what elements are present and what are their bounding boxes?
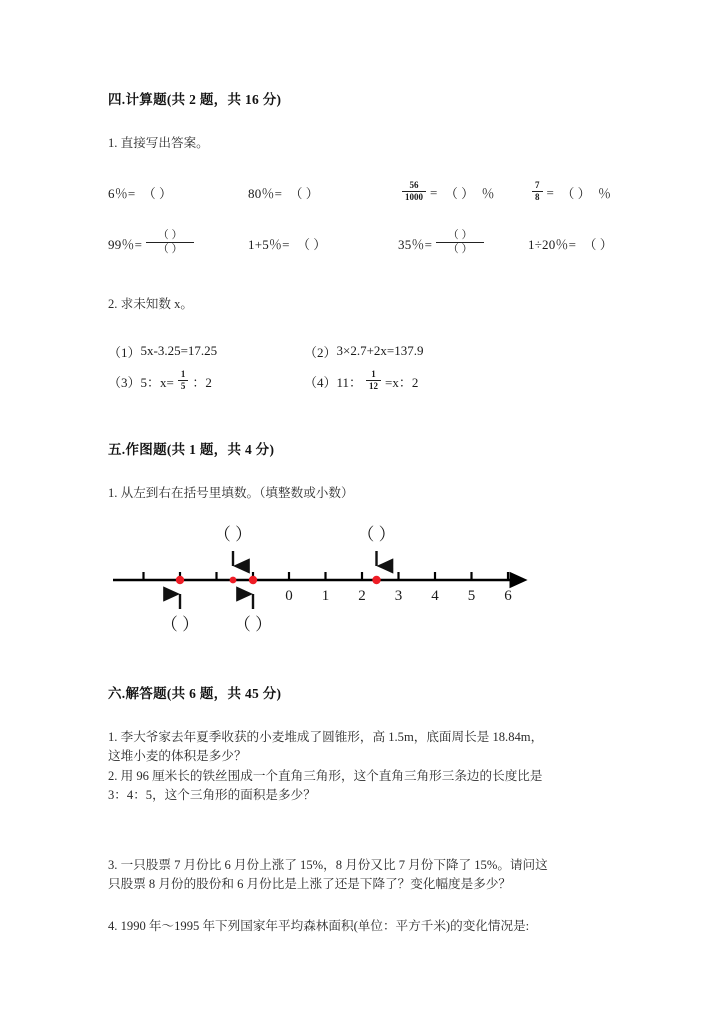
question-line: 4. 1990 年～1995 年下列国家年平均森林面积(单位：平方千米)的变化情况是: bbox=[108, 918, 530, 933]
calc-label: 6％= bbox=[108, 186, 136, 202]
calc-label: 1+5％= bbox=[248, 237, 290, 253]
calc-row-2 bbox=[108, 227, 628, 261]
fraction-denominator: 5 bbox=[178, 380, 189, 391]
axis-label-2: 2 bbox=[358, 587, 366, 604]
number-line-figure bbox=[108, 518, 628, 636]
section-four-q2-prompt: 2. 求未知数 x。 bbox=[108, 296, 194, 311]
fraction-7-8 bbox=[532, 181, 543, 202]
answer-blank-bottom-1: （ ） bbox=[160, 614, 200, 634]
answer-blank[interactable]: （ ） bbox=[444, 186, 475, 202]
number-line-top-blanks[interactable] bbox=[214, 525, 396, 544]
equation-label: （4） bbox=[304, 374, 337, 390]
axis-label-4: 4 bbox=[431, 587, 439, 604]
fraction-denominator-blank[interactable]: （ ） bbox=[436, 242, 484, 255]
number-line-bottom-blanks[interactable] bbox=[161, 615, 272, 634]
section-six-heading: 六.解答题(共 6 题，共 45 分) bbox=[108, 685, 282, 701]
calc-item-80pct bbox=[248, 183, 398, 202]
calc-item-99pct bbox=[108, 231, 248, 256]
calc-item-1plus5pct bbox=[248, 234, 398, 253]
fraction-denominator: 12 bbox=[366, 380, 381, 391]
fraction-denominator: 8 bbox=[532, 191, 543, 202]
calc-item-1div20pct bbox=[528, 234, 620, 253]
question-line: 只股票 8 月份的股份和 6 月份比是上涨了还是下降了？变化幅度是多少？ bbox=[108, 877, 511, 892]
equation-3 bbox=[108, 368, 304, 392]
answer-blank[interactable]: （ ） bbox=[297, 237, 327, 253]
fraction-numerator: 7 bbox=[535, 180, 540, 191]
fraction-denominator-blank[interactable]: （ ） bbox=[146, 242, 194, 255]
calc-label: 35％= bbox=[398, 237, 433, 253]
equation-4 bbox=[304, 368, 419, 392]
equation-suffix: ：2 bbox=[192, 374, 212, 390]
calc-label: 1÷20％= bbox=[528, 237, 577, 253]
axis-label-1: 1 bbox=[321, 587, 330, 604]
question-line: 3：4：5，这个三角形的面积是多少？ bbox=[108, 788, 316, 803]
point-marker bbox=[230, 576, 237, 583]
answer-blank[interactable]: （ ） bbox=[289, 186, 319, 202]
point-marker bbox=[249, 575, 257, 583]
calc-item-6pct bbox=[108, 183, 248, 202]
question-line: 2. 用 96 厘米长的铁丝围成一个直角三角形，这个直角三角形三条边的长度比是 bbox=[108, 768, 543, 783]
answer-fraction-blank[interactable] bbox=[146, 230, 194, 255]
fraction-numerator: 1 bbox=[371, 368, 376, 379]
section-four-q1-prompt: 1. 直接写出答案。 bbox=[108, 136, 209, 150]
equation-label: （1） bbox=[108, 344, 141, 360]
equation-label: （2） bbox=[304, 344, 337, 360]
section-six-question-2 bbox=[108, 767, 624, 806]
percent-sign: ％ bbox=[481, 186, 495, 202]
equals-sign: = bbox=[546, 184, 555, 200]
section-five-q1-prompt: 1. 从左到右在括号里填数。（填整数或小数） bbox=[108, 486, 354, 501]
calc-label: 99％= bbox=[108, 237, 143, 253]
fraction-56-1000 bbox=[402, 181, 426, 202]
equation-prefix: 5：x= bbox=[140, 374, 174, 390]
calc-row-1 bbox=[108, 176, 628, 210]
equation-1 bbox=[108, 342, 304, 361]
fraction-numerator-blank[interactable]: （ ） bbox=[447, 229, 473, 242]
answer-blank[interactable]: （ ） bbox=[561, 186, 591, 202]
calc-item-35pct bbox=[398, 231, 528, 256]
number-line-labels bbox=[285, 588, 512, 604]
page-content bbox=[108, 88, 628, 936]
section-five-heading: 五.作图题(共 1 题，共 4 分) bbox=[108, 442, 275, 458]
section-four-heading: 四.计算题(共 2 题，共 16 分) bbox=[108, 92, 282, 107]
section-six-question-4 bbox=[108, 917, 624, 937]
axis-label-0: 0 bbox=[285, 587, 293, 604]
answer-blank[interactable]: （ ） bbox=[583, 237, 613, 253]
answer-blank-top-1: （ ） bbox=[213, 524, 253, 544]
calc-item-56-1000 bbox=[398, 182, 528, 203]
equation-suffix: =x：2 bbox=[385, 374, 419, 390]
equation-body: 5x-3.25=17.25 bbox=[140, 343, 218, 359]
answer-fraction-blank[interactable] bbox=[436, 230, 484, 255]
question-line: 1. 李大爷家去年夏季收获的小麦堆成了圆锥形，高 1.5m，底面周长是 18.84m， bbox=[108, 729, 544, 744]
answer-blank[interactable]: （ ） bbox=[142, 186, 173, 202]
answer-blank-bottom-2: （ ） bbox=[233, 614, 273, 634]
equation-row-1 bbox=[108, 336, 628, 366]
equals-sign: = bbox=[430, 184, 438, 200]
fraction-numerator-blank[interactable]: （ ） bbox=[157, 229, 183, 242]
equation-2 bbox=[304, 342, 424, 361]
fraction-denominator: 1000 bbox=[402, 191, 426, 202]
calc-label: 80％= bbox=[248, 186, 283, 202]
equation-prefix: 11： bbox=[336, 374, 363, 390]
answer-blank-top-2: （ ） bbox=[357, 524, 396, 544]
question-line: 这堆小麦的体积是多少？ bbox=[108, 749, 247, 764]
fraction-numerator: 1 bbox=[180, 368, 186, 379]
number-line-up-arrows bbox=[180, 594, 253, 609]
equation-body: 3×2.7+2x=137.9 bbox=[336, 343, 424, 359]
point-marker bbox=[372, 575, 380, 583]
axis-label-3: 3 bbox=[394, 587, 403, 604]
equation-row-2 bbox=[108, 366, 628, 396]
calc-item-7-8 bbox=[528, 182, 611, 203]
percent-sign: ％ bbox=[598, 186, 612, 202]
axis-label-6: 6 bbox=[504, 587, 512, 604]
axis-label-5: 5 bbox=[467, 587, 476, 604]
equation-label: （3） bbox=[108, 374, 141, 390]
number-line-down-arrows bbox=[233, 551, 377, 566]
point-marker bbox=[176, 575, 184, 583]
section-six-question-3 bbox=[108, 856, 624, 895]
fraction-1-5 bbox=[178, 370, 189, 391]
fraction-numerator: 56 bbox=[409, 180, 419, 191]
section-six-question-1 bbox=[108, 728, 624, 767]
fraction-1-12 bbox=[366, 370, 381, 391]
question-line: 3. 一只股票 7 月份比 6 月份上涨了 15%，8 月份又比 7 月份下降了 15%。请问这 bbox=[108, 857, 548, 872]
